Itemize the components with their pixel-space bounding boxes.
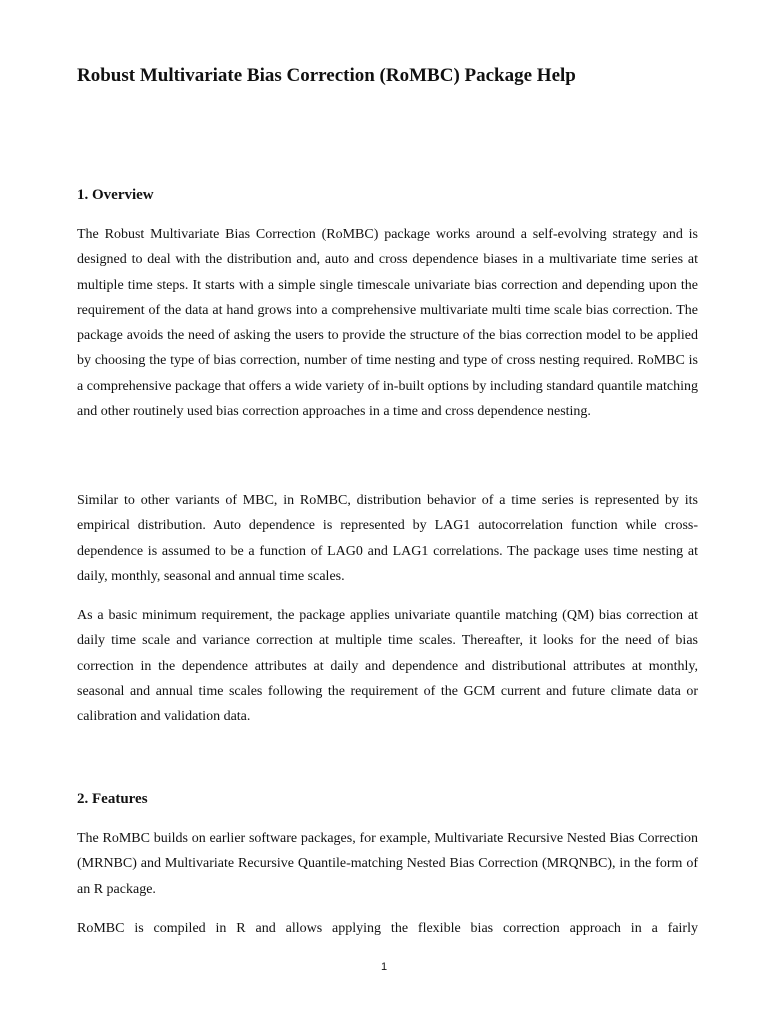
overview-paragraph-2: Similar to other variants of MBC, in RoMBC, distribution behavior of a time series is represented by its empirical distribution. Auto dependence is represented by LAG1 autocorrelation function while cross-dependence is assumed to be a function of LAG0 and LAG1 correlations. The package uses time nesting at daily, monthly, seasonal and annual time scales. — [77, 493, 698, 584]
overview-paragraph-1: The Robust Multivariate Bias Correction (RoMBC) package works around a self-evolving strategy and is designed to deal with the distribution and, auto and cross dependence biases in a multivariate time series at multiple time steps. It starts with a simple single timescale univariate bias correction and depending upon the requirement of the data at hand grows into a comprehensive multivariate multi time scale bias correction. The package avoids the need of asking the users to provide the structure of the bias correction model to be applied by choosing the type of bias correction, number of time nesting and type of cross nesting required. RoMBC is a comprehensive package that offers a wide variety of in-built options by including standard quantile matching and other routinely used bias correction approaches in a time and cross dependence nesting. — [77, 227, 698, 420]
section-heading-overview: 1. Overview — [77, 187, 154, 203]
features-paragraph-2: RoMBC is compiled in R and allows applying the flexible bias correction approach in a fairly — [77, 921, 698, 936]
document-title: Robust Multivariate Bias Correction (RoMBC) Package Help — [77, 65, 576, 86]
section-heading-features: 2. Features — [77, 791, 148, 807]
page-number: 1 — [380, 961, 388, 973]
features-paragraph-1: The RoMBC builds on earlier software packages, for example, Multivariate Recursive Nested Bias Correction (MRNBC) and Multivariate Recursive Quantile-matching Nested Bias Correction (MRQNBC), in the form of an R package. — [77, 831, 698, 897]
overview-paragraph-3: As a basic minimum requirement, the package applies univariate quantile matching (QM) bias correction at daily time scale and variance correction at multiple time scales. Thereafter, it looks for the need of bias correction in the dependence attributes at daily and dependence and distributional attributes at monthly, seasonal and annual time scales following the requirement of the GCM current and future climate data or calibration and validation data. — [77, 608, 698, 725]
